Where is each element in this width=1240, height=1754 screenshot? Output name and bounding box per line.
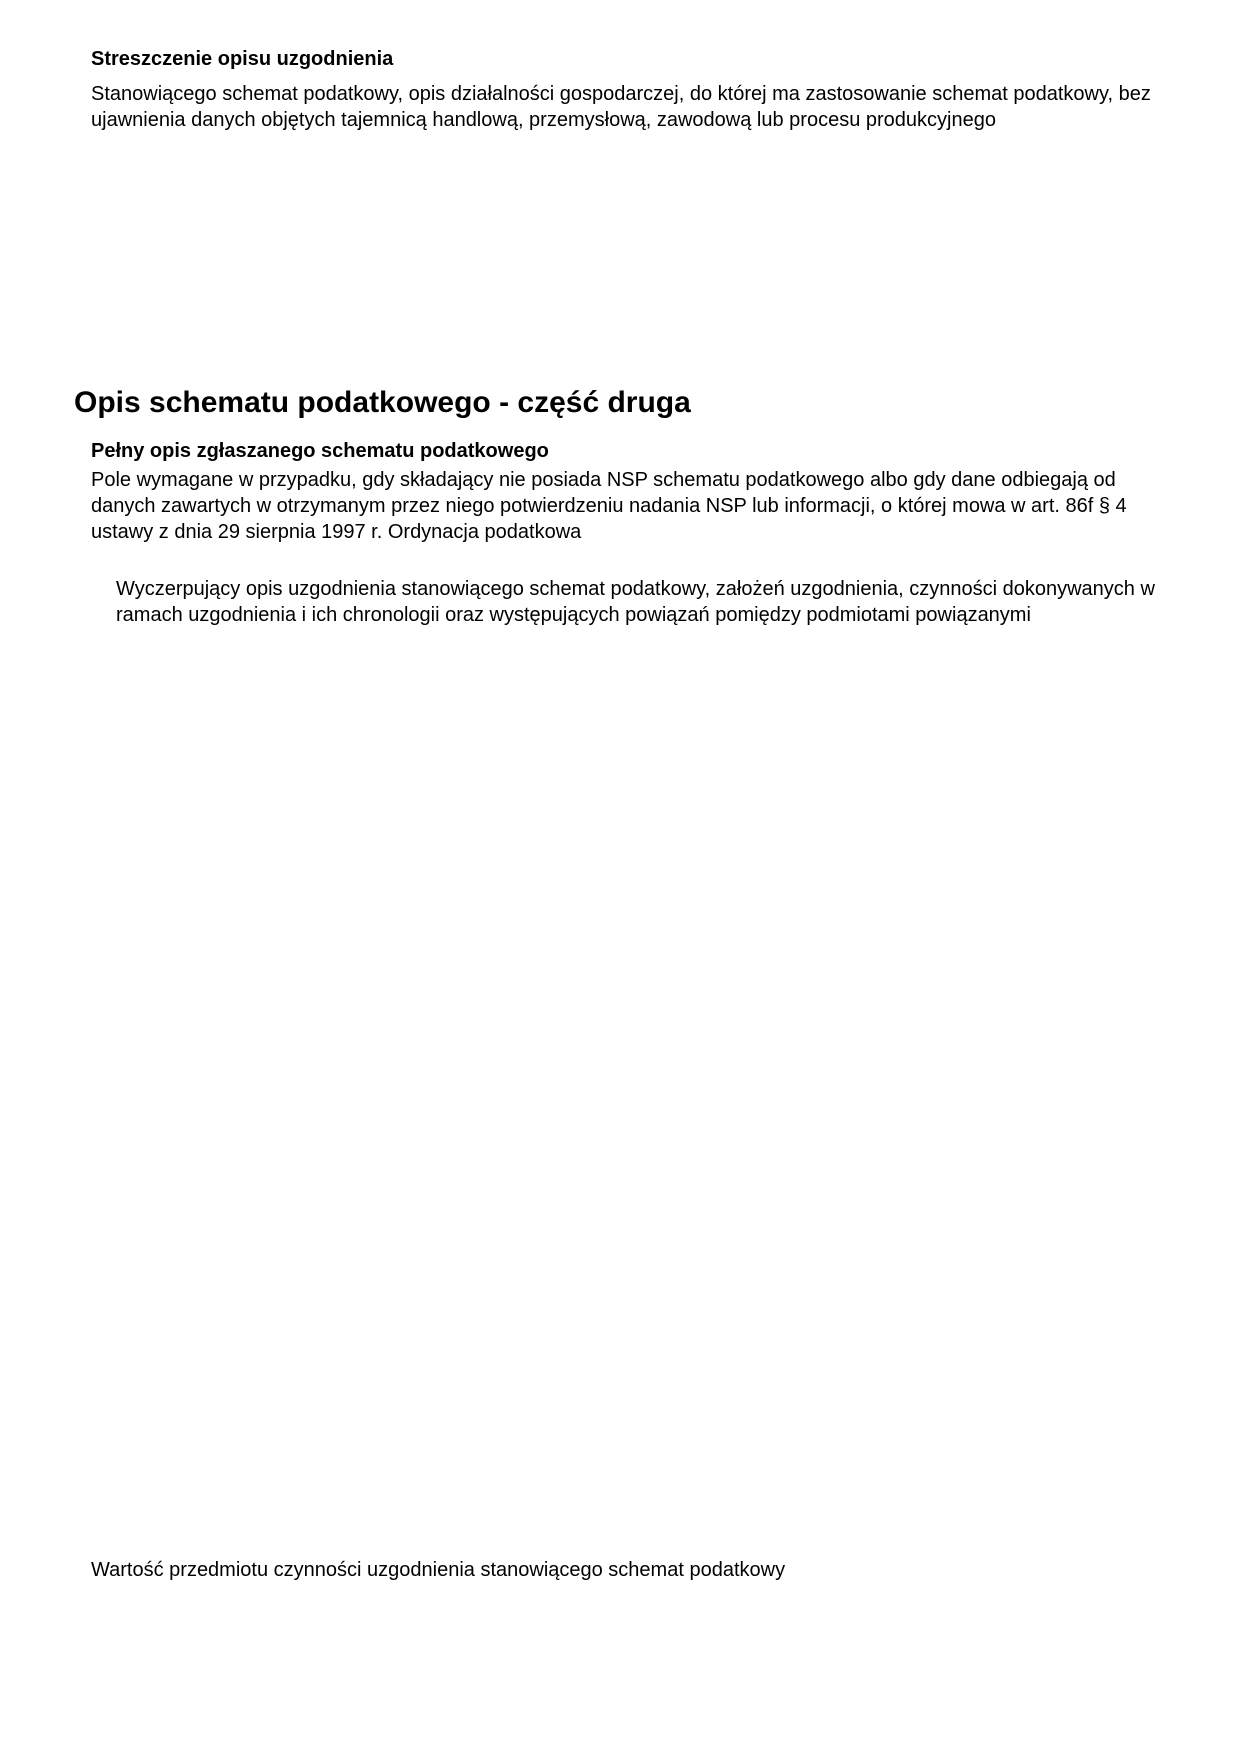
section-title: Opis schematu podatkowego - część druga xyxy=(74,386,691,419)
summary-text: Stanowiącego schemat podatkowy, opis działalności gospodarczej, do której ma zastosowanie schemat podatkowy, bez ujawnienia danych objętych tajemnicą handlową, przemysłową, zawodową lub procesu produkcyjnego xyxy=(91,83,1151,131)
full-description-heading: Pełny opis zgłaszanego schematu podatkowego xyxy=(91,440,549,462)
summary-heading: Streszczenie opisu uzgodnienia xyxy=(91,48,394,70)
value-field-label: Wartość przedmiotu czynności uzgodnienia stanowiącego schemat podatkowy xyxy=(91,1559,786,1581)
full-description-note: Pole wymagane w przypadku, gdy składający nie posiada NSP schematu podatkowego albo gdy dane odbiegają od danych zawartych w otrzymanym przez niego potwierdzeniu nadania NSP lub informacji, o której mowa w art. 86f § 4 ustawy z dnia 29 sierpnia 1997 r. Ordynacja podatkowa xyxy=(91,469,1127,543)
full-description-field-label: Wyczerpujący opis uzgodnienia stanowiącego schemat podatkowy, założeń uzgodnienia, czynności dokonywanych w ramach uzgodnienia i ich chronologii oraz występujących powiązań pomiędzy podmiotami powiązanymi xyxy=(116,578,1155,626)
